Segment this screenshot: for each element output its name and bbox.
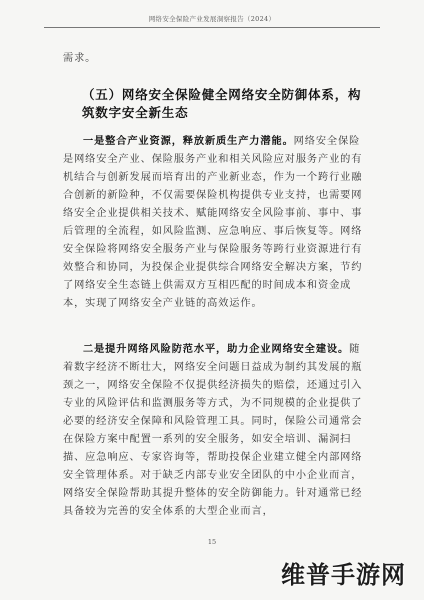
intro-text: 需求。 xyxy=(63,53,97,64)
paragraph-1 xyxy=(63,132,363,313)
section-heading: （五）网络安全保险健全网络安全防御体系，构筑数字安全新生态 xyxy=(82,87,362,120)
paragraph-2 xyxy=(63,340,363,521)
running-header: 网络安全保险产业发展洞察报告（2024） xyxy=(148,15,276,23)
page-number: 15 xyxy=(207,538,217,546)
header-divider xyxy=(44,27,380,28)
site-watermark: 维普手游网 xyxy=(281,561,406,589)
paragraph-1-body: 网络安全保险是网络安全产业、保险服务产业和相关风险应对服务产业的有机结合与创新发展而培育出的产业新业态，作为一个跨行业融合创新的新险种，不仅需要保险机构提供专业支持，也需要网络安全企业提供相关技术、赋能网络安全风险事前、事中、事后管理的全流程，如风险监测、应急响应、事后恢复等。网络安全保险将网络安全服务产业与保险服务等跨行业资源进行有效整合和协同，为投保企业提供综合网络安全解决方案，节约了网络安全生态链上供需双方互相匹配的时间成本和资金成本，实现了网络安全产业链的高效运作。 xyxy=(63,136,363,309)
paragraph-2-lead: 二是提升网络风险防范水平，助力企业网络安全建设。 xyxy=(83,343,350,355)
paragraph-2-body: 随着数字经济不断壮大，网络安全问题日益成为制约其发展的瓶颈之一，网络安全保险不仅提供经济损失的赔偿，还通过引入专业的风险评估和监测服务等方式，为不同规模的企业提供了必要的经济安全保障和风险管理工具。同时，保险公司通常会在保险方案中配置一系列的安全服务，如安全培训、漏洞扫描、应急响应、专家咨询等，帮助投保企业建立健全内部网络安全管理体系。对于缺乏内部专业安全团队的中小企业而言，网络安全保险帮助其提升整体的安全防御能力。针对通常已经具备较为完善的安全体系的大型企业而言， xyxy=(63,344,363,517)
paragraph-1-lead: 一是整合产业资源，释放新质生产力潜能。 xyxy=(83,135,294,147)
